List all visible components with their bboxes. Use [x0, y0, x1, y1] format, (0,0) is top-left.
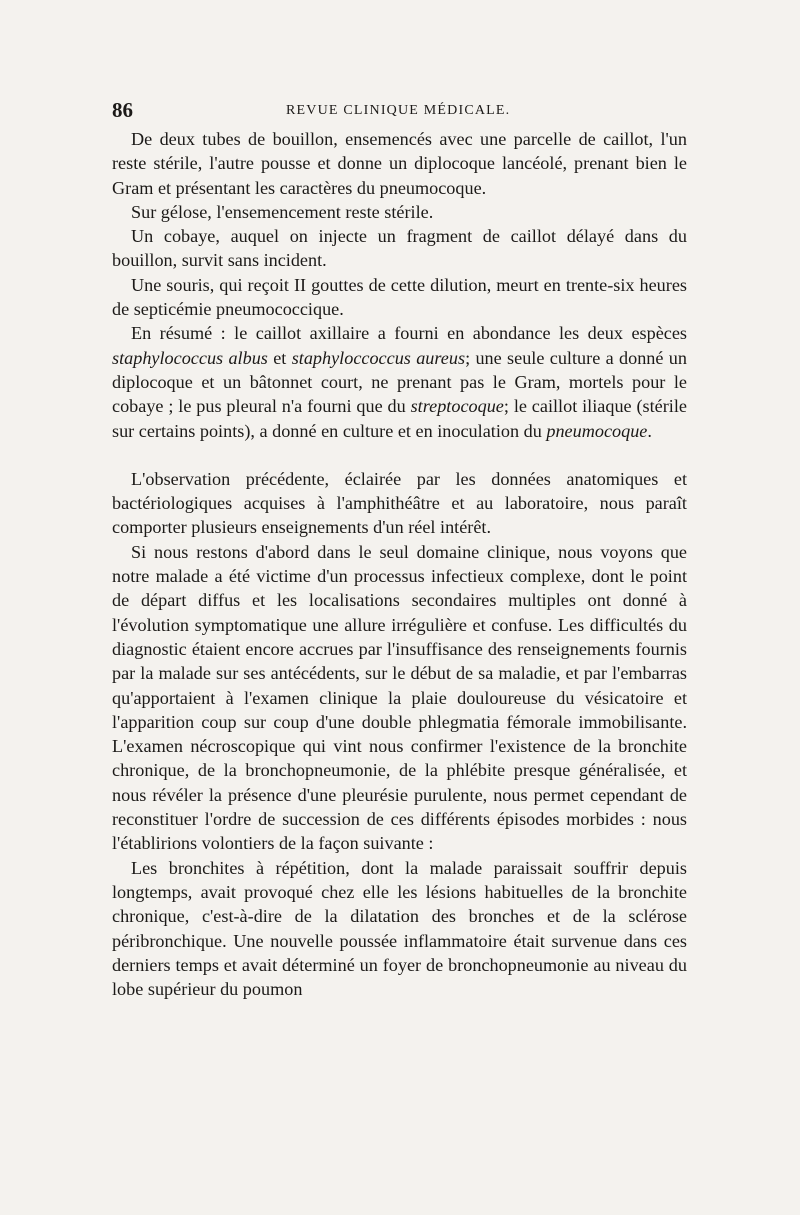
paragraph-gelose: Sur gélose, l'ensemencement reste stérile.	[131, 201, 434, 222]
resume-text-3: ; une seule culture a donné un diplocoque et un bâtonnet court, ne prenant pas le Gram, mortels pour le cobaye ; le pus pleural n'a fourni que du	[112, 347, 687, 417]
paragraph-bronchites: Les bronchites à répétition, dont la malade paraissait souffrir depuis longtemps, avait provoqué chez elle les lésions habituelles de la bronchite chronique, c'est-à-dire de la dilatation des bronches et de la sclérose péribronchique. Une nouvelle poussée inflammatoire était survenue dans ces derniers temps et avait déterminé un foyer de bronchopneumonie au niveau du lobe supérieur du poumon	[112, 857, 687, 1000]
resume-text-1: En résumé : le caillot axillaire a fourni en abondance les deux espèces	[131, 323, 687, 344]
paragraph-observation: L'observation précédente, éclairée par les données anatomiques et bactériologiques acquises à l'amphithéâtre et au laboratoire, nous paraît comporter plusieurs enseignements d'un réel intérêt.	[112, 468, 687, 538]
body-text	[112, 127, 687, 1001]
page-number: 86	[112, 98, 133, 122]
page-header	[112, 98, 692, 126]
paragraph-cobaye: Un cobaye, auquel on injecte un fragment de caillot délayé dans du bouillon, survit sans incident.	[112, 226, 687, 271]
paragraph-resume	[112, 321, 687, 442]
paragraph-culture-results: De deux tubes de bouillon, ensemencés avec une parcelle de caillot, l'un reste stérile, l'autre pousse et donne un diplocoque lancéolé, prenant bien le Gram et présentant les caractères du pneumocoque.	[112, 129, 687, 198]
running-title: REVUE CLINIQUE MÉDICALE.	[286, 103, 511, 118]
species-pneumocoque: pneumocoque	[546, 420, 648, 441]
resume-text-5: .	[647, 420, 652, 441]
species-staphylococcus-aureus: staphyloccoccus aureus	[291, 347, 466, 368]
resume-text-4: ; le caillot iliaque (stérile sur certains points), a donné en culture et en inoculation du	[112, 396, 687, 441]
paragraph-clinical-domain: Si nous restons d'abord dans le seul domaine clinique, nous voyons que notre malade a été victime d'un processus infectieux complexe, dont le point de départ diffus et les localisations secondaires multiples ont donné à l'évolution symptomatique une allure irrégulière et confuse. Les difficultés du diagnostic étaient encore accrues par l'insuffisance des renseignements fournis par la malade sur ses antécédents, sur le début de sa maladie, et par l'embarras qu'apportaient à l'examen clinique la plaie douloureuse du vésicatoire et l'apparition coup sur coup d'une double phlegmatia fémorale immobilisante. L'examen nécroscopique qui vint nous confirmer l'existence de la bronchite chronique, de la bronchopneumonie, de la phlébite presque généralisée, et nous révéler la présence d'une pleurésie purulente, nous permet cependant de reconstituer l'ordre de succession de ces différents épisodes morbides : nous l'établirions volontiers de la façon suivante :	[112, 541, 687, 854]
species-staphylococcus-albus: staphylococcus albus	[112, 347, 268, 368]
paragraph-souris: Une souris, qui reçoit II gouttes de cette dilution, meurt en trente-six heures de septicémie pneumococcique.	[112, 274, 687, 320]
resume-text-2: et	[267, 347, 292, 368]
species-streptocoque: streptocoque	[410, 396, 504, 417]
